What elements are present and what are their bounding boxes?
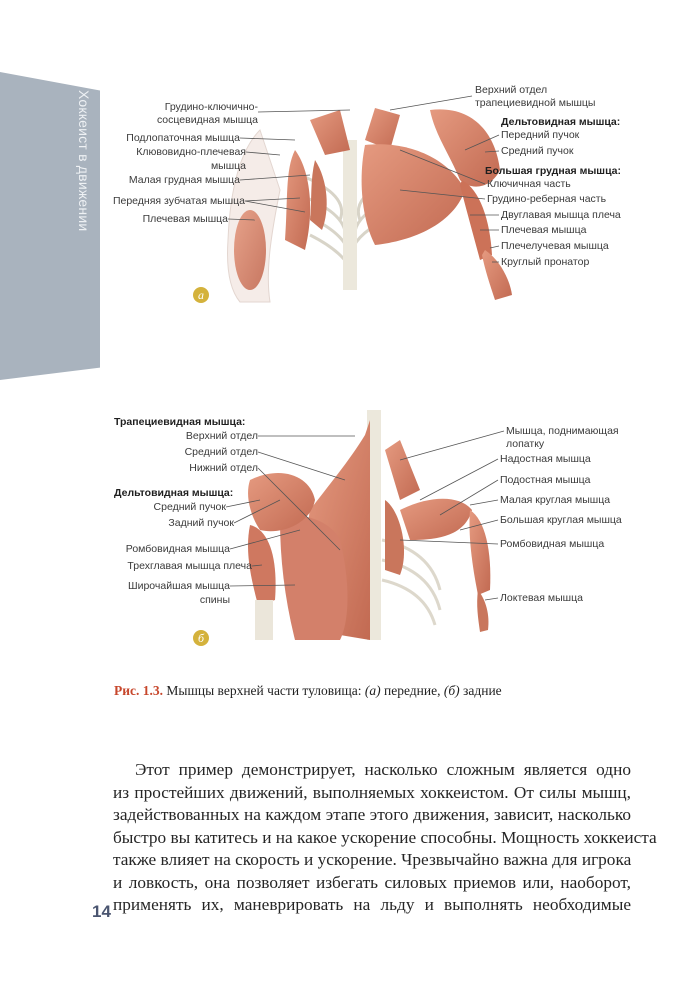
paragraph-line: также влияет на скорость и ускорение. Чрезвычайно важна для игрока: [113, 850, 632, 869]
paragraph-line: применять их, маневрировать на льду и выполнять необходимые: [113, 895, 631, 914]
label-trapezius-header: Трапециевидная мышца:: [114, 416, 246, 428]
label-brachioradialis: Плечелучевая мышца: [501, 240, 609, 252]
figure-caption: [114, 683, 502, 699]
label-middle-deltoid-b: Средний пучок: [153, 501, 226, 513]
paragraph-line: из простейших движений, выполняемых хоккеистом. От силы мышц,: [113, 782, 631, 802]
label-pronator-teres: Круглый пронатор: [501, 256, 590, 268]
label-brachialis-right: Плечевая мышца: [501, 224, 587, 236]
page-number: 14: [92, 902, 111, 921]
label-deltoid-header: Дельтовидная мышца:: [501, 116, 621, 128]
label-teres-minor: Малая круглая мышца: [500, 494, 611, 506]
paragraph-line: Этот пример демонстрирует, насколько сложным является одно: [135, 760, 631, 779]
caption-text: Мышцы верхней части туловища:: [163, 683, 365, 698]
figure-posterior-muscles: [100, 400, 660, 660]
label-deltoid-header-b: Дельтовидная мышца:: [114, 487, 234, 499]
label-sternocostal-part: Грудино-реберная часть: [487, 193, 607, 205]
label-brachialis-left: Плечевая мышца: [142, 213, 228, 225]
label-latissimus-2: спины: [199, 594, 230, 606]
label-sternocleidomastoid-2: сосцевидная мышца: [156, 114, 258, 126]
figure-badge-b: б: [193, 630, 209, 646]
label-middle-trapezius: Средний отдел: [184, 446, 258, 458]
label-biceps: Двуглавая мышца плеча: [501, 209, 621, 221]
caption-a-text: передние,: [380, 683, 444, 698]
chapter-title-vertical: Хоккеист в движении: [76, 90, 92, 232]
label-supraspinatus: Надостная мышца: [500, 453, 591, 465]
leader-lines-a: [100, 80, 660, 310]
label-upper-trapezius: Верхний отдел: [185, 430, 258, 442]
label-pectoralis-minor: Малая грудная мышца: [128, 174, 240, 186]
figure-badge-a: а: [193, 287, 209, 303]
label-anconeus: Локтевая мышца: [500, 592, 583, 604]
leader-lines-b: [100, 400, 660, 660]
label-triceps: Трехглавая мышца плеча: [127, 560, 252, 572]
caption-b-mark: (б): [443, 683, 460, 698]
label-coracobrachialis-1: Клювовидно-плечевая: [136, 146, 246, 158]
label-rhomboid-right: Ромбовидная мышца: [500, 538, 605, 550]
label-upper-trapezius-1: Верхний отдел: [475, 84, 548, 96]
label-middle-deltoid: Средний пучок: [501, 145, 574, 157]
body-paragraph: [113, 759, 657, 917]
caption-number: Рис. 1.3.: [114, 683, 164, 698]
label-infraspinatus: Подостная мышца: [500, 474, 591, 486]
label-levator-scapulae-1: Мышца, поднимающая: [506, 425, 619, 437]
label-coracobrachialis-2: мышца: [210, 160, 246, 172]
paragraph-line: и ловкость, она позволяет избегать силовых приемов или, наоборот,: [113, 872, 631, 892]
label-teres-major: Большая круглая мышца: [500, 514, 622, 526]
label-rhomboid-left: Ромбовидная мышца: [125, 543, 230, 555]
paragraph-line: быстро вы катитесь и на какое ускорение способны. Мощность хоккеиста: [113, 827, 657, 847]
label-levator-scapulae-2: лопатку: [506, 438, 545, 450]
caption-a-mark: (а): [364, 683, 381, 698]
figure-anterior-muscles: [100, 80, 660, 310]
label-upper-trapezius-2: трапециевидной мышцы: [475, 97, 596, 109]
caption-b-text: задние: [459, 683, 502, 698]
label-latissimus-1: Широчайшая мышца: [127, 580, 230, 592]
label-posterior-deltoid: Задний пучок: [168, 517, 234, 529]
label-pectoralis-major-header: Большая грудная мышца:: [485, 165, 621, 177]
label-subscapularis: Подлопаточная мышца: [126, 132, 240, 144]
label-lower-trapezius: Нижний отдел: [189, 462, 258, 474]
label-anterior-deltoid: Передний пучок: [501, 129, 580, 141]
label-sternocleidomastoid-1: Грудино-ключично-: [164, 101, 258, 113]
paragraph-line: задействованных на каждом этапе этого движения, зависит, насколько: [113, 805, 631, 824]
label-serratus-anterior: Передняя зубчатая мышца: [112, 195, 245, 207]
label-clavicular-part: Ключичная часть: [487, 178, 571, 190]
